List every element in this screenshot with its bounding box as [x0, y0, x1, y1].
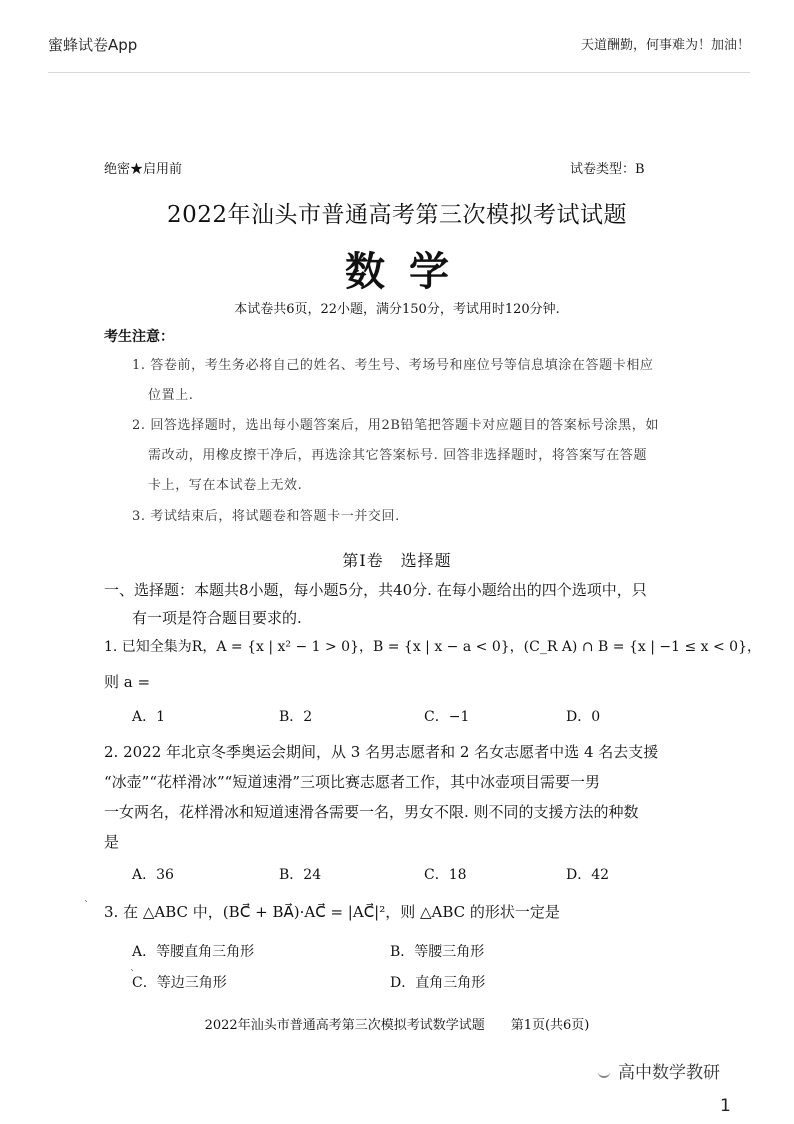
app-slogan: 天道酬勤，何事难为！加油！ [580, 38, 750, 53]
notice-line: 需改动，用橡皮擦干净后，再选涂其它答案标号. 回答非选择题时，将答案写在答题 [148, 448, 648, 463]
question-3-option-a: A．等腰直角三角形 [132, 944, 255, 960]
topbar-divider [48, 72, 750, 73]
section-intro-line: 有一项是符合题目要求的. [132, 609, 302, 627]
question-2-option-b: B．24 [279, 867, 322, 883]
exam-title: 2022年汕头市普通高考第三次模拟考试试题 [166, 202, 628, 228]
watermark [598, 1058, 720, 1083]
question-3-option-d: D．直角三角形 [390, 975, 486, 991]
secret-label: 绝密★启用前 [104, 162, 183, 177]
question-1-option-b: B．2 [279, 709, 313, 725]
question-3-option-b: B．等腰三角形 [390, 944, 485, 960]
question-3-option-c: C．等边三角形 [132, 975, 227, 991]
page-number: 1 [720, 1096, 731, 1116]
notice-line: 位置上. [148, 388, 194, 403]
wechat-icon [598, 1068, 610, 1078]
paper-info: 本试卷共6页，22小题，满分150分，考试用时120分钟. [234, 302, 560, 317]
notice-heading: 考生注意： [104, 329, 174, 345]
question-1-stem: 1. 已知全集为R，A = {x | x² − 1 > 0}，B = {x | x − a < 0}，(C_R A) ∩ B = {x | −1 ≤ x < 0}， [104, 639, 761, 655]
pen-mark: ` [84, 900, 89, 911]
question-1-stem: 则 a = [104, 673, 151, 691]
question-1-option-a: A．1 [132, 709, 166, 725]
section-intro-line: 一、选择题：本题共8小题，每小题5分，共40分. 在每小题给出的四个选项中，只 [104, 581, 647, 599]
question-1-option-c: C．−1 [424, 709, 470, 725]
app-name: 蜜蜂试卷App [48, 36, 138, 54]
watermark-text: 高中数学教研 [618, 1063, 720, 1083]
section-title: 第Ⅰ卷 选择题 [342, 551, 452, 570]
notice-line: 2. 回答选择题时，选出每小题答案后，用2B铅笔把答题卡对应题目的答案标号涂黑，如 [132, 418, 659, 433]
question-2-option-d: D．42 [566, 867, 610, 883]
question-2-stem: 是 [104, 833, 120, 851]
question-2-option-a: A．36 [132, 867, 174, 883]
paper-type-label: 试卷类型：B [570, 162, 645, 177]
question-2-stem: 2. 2022 年北京冬季奥运会期间，从 3 名男志愿者和 2 名女志愿者中选 4 名去支援 [104, 743, 659, 761]
question-2-stem: “冰壶”“花样滑冰”“短道速滑”三项比赛志愿者工作，其中冰壶项目需要一男 [104, 773, 601, 791]
question-2-option-c: C．18 [424, 867, 467, 883]
page-footer: 2022年汕头市普通高考第三次模拟考试数学试题 第1页(共6页) [204, 1018, 590, 1033]
pen-mark: ` [130, 969, 135, 980]
notice-line: 1. 答卷前，考生务必将自己的姓名、考生号、考场号和座位号等信息填涂在答题卡相应 [132, 358, 654, 373]
question-3-stem: 3. 在 △ABC 中，(BC⃗ + BA⃗)·AC⃗ = |AC⃗|²，则 △ABC 的形状一定是 [104, 903, 560, 921]
question-2-stem: 一女两名，花样滑冰和短道速滑各需要一名，男女不限. 则不同的支援方法的种数 [104, 803, 639, 821]
notice-line: 3. 考试结束后，将试题卷和答题卡一并交回. [132, 509, 400, 524]
subject-title: 数学 [345, 248, 473, 295]
notice-line: 卡上，写在本试卷上无效. [148, 478, 303, 493]
question-1-option-d: D．0 [566, 709, 601, 725]
